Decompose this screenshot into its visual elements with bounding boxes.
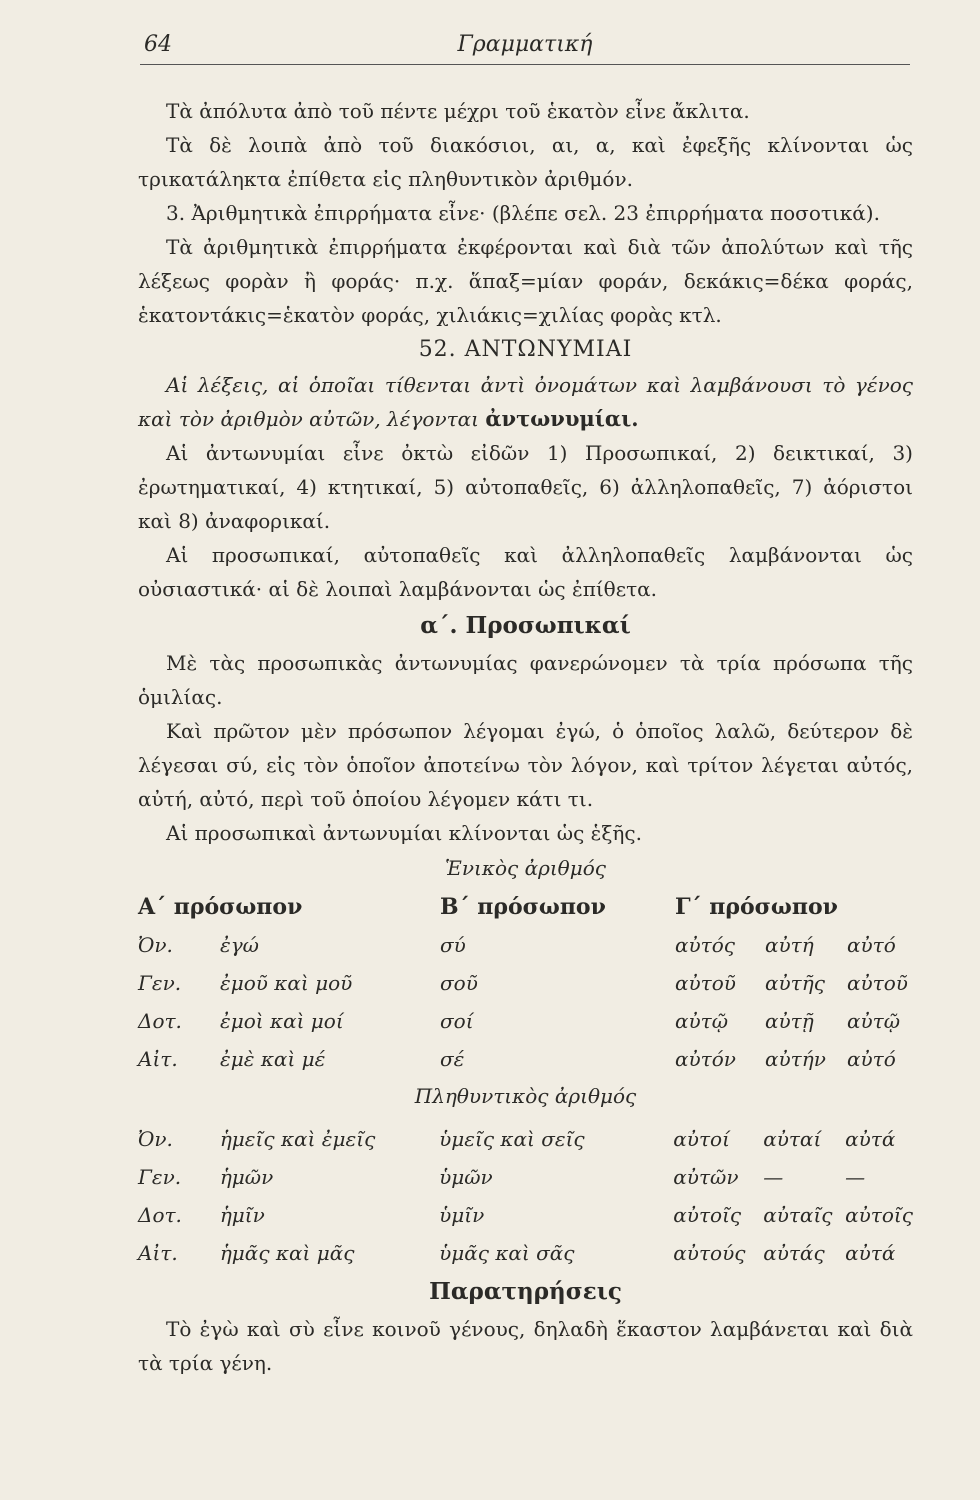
second-person-form: ὑμῶν: [439, 1165, 493, 1189]
table-row: [138, 1234, 913, 1272]
page-number: 64: [144, 32, 172, 57]
paragraph: Καὶ πρῶτον μὲν πρόσωπον λέγομαι ἐγώ, ὁ ὁποῖος λαλῶ, δεύτερον δὲ λέγεσαι σύ, εἰς τὸν ὁποῖον ἀποτείνω τὸν λόγον, καὶ τρίτον λέγεται αὐτός, αὐτή, αὐτό, περὶ τοῦ ὁποίου λέγομεν κάτι τι.: [138, 719, 913, 811]
page-header: [140, 28, 910, 65]
third-person-masc: αὐτῷ: [675, 1009, 729, 1033]
second-person-form: σύ: [440, 933, 466, 957]
case-label: Ὀν.: [138, 933, 173, 957]
paragraph: Αἱ ἀντωνυμίαι εἶνε ὀκτὼ εἰδῶν 1) Προσωπικαί, 2) δεικτικαί, 3) ἐρωτηματικαί, 4) κτητικαί, 5) αὐτοπαθεῖς, 6) ἀλληλοπαθεῖς, 7) ἀόριστοι καὶ 8) ἀναφορικαί.: [138, 441, 913, 533]
paragraph: Τὰ δὲ λοιπὰ ἀπὸ τοῦ διακόσιοι, αι, α, καὶ ἐφεξῆς κλίνονται ὡς τρικατάληκτα ἐπίθετα εἰς πληθυντικὸν ἀριθμόν.: [138, 133, 913, 191]
first-person-form: ἡμῶν: [219, 1165, 274, 1189]
third-person-fem: αὐτῇ: [765, 1009, 814, 1033]
third-person-fem: αὐτάς: [763, 1241, 825, 1265]
subsection-title: α΄. Προσωπικαί: [420, 612, 631, 639]
table-row: [138, 1120, 913, 1158]
section-title: 52. ΑΝΤΩΝΥΜΙΑΙ: [418, 337, 633, 362]
third-person-fem: αὐτῆς: [765, 971, 825, 995]
intro-text: Αἱ λέξεις, αἱ ὁποῖαι τίθενται ἀντὶ ὀνομάτων καὶ λαμβάνουσι τὸ γένος καὶ τὸν ἀριθμὸν αὐτῶν, λέγονται: [138, 373, 913, 431]
second-person-header: Β΄ πρόσωπον: [440, 894, 606, 920]
term-highlight: ἀντωνυμίαι.: [485, 406, 639, 431]
first-person-form: ἐμοὶ καὶ μοί: [220, 1009, 344, 1033]
third-person-fem: αὐταῖς: [763, 1203, 833, 1227]
case-label: Γεν.: [138, 971, 182, 995]
third-person-fem: αὐτή: [765, 933, 814, 957]
third-person-fem: αὐταί: [763, 1127, 822, 1151]
singular-caption: Ἑνικὸς ἀριθμός: [445, 856, 606, 880]
third-person-neut: αὐτοῦ: [847, 971, 908, 995]
table-row: [138, 926, 913, 964]
third-person-masc: αὐτοῖς: [673, 1203, 742, 1227]
third-person-fem: —: [763, 1165, 784, 1189]
third-person-neut: αὐτό: [847, 933, 896, 957]
third-person-neut: αὐτά: [845, 1241, 896, 1265]
third-person-neut: αὐτοῖς: [845, 1203, 913, 1227]
case-label: Ὀν.: [138, 1127, 173, 1151]
declension-table: [138, 892, 913, 1078]
table-row: [138, 1158, 913, 1196]
first-person-form: ἐμὲ καὶ μέ: [220, 1047, 326, 1071]
paragraph: 3. Ἀριθμητικὰ ἐπιρρήματα εἶνε· (βλέπε σελ. 23 ἐπιρρήματα ποσοτικά).: [166, 201, 880, 225]
remarks-title: Παρατηρήσεις: [429, 1278, 622, 1305]
paragraph: Τὰ ἀριθμητικὰ ἐπιρρήματα ἐκφέρονται καὶ διὰ τῶν ἀπολύτων καὶ τῆς λέξεως φορὰν ἢ φοράς· π.χ. ἅπαξ=μίαν φοράν, δεκάκις=δέκα φοράς, ἑκατοντάκις=ἑκατὸν φοράς, χιλιάκις=χιλίας φορὰς κτλ.: [138, 235, 913, 327]
case-label: Δοτ.: [138, 1203, 182, 1227]
declension-table-plural: [138, 1120, 913, 1272]
paragraph: [138, 368, 913, 436]
paragraph: Μὲ τὰς προσωπικὰς ἀντωνυμίας φανερώνομεν τὰ τρία πρόσωπα τῆς ὁμιλίας.: [138, 651, 913, 709]
second-person-form: σοῦ: [440, 971, 478, 995]
table-row: [138, 1040, 913, 1078]
third-person-masc: αὐτόν: [675, 1047, 736, 1071]
table-header-row: [138, 892, 913, 926]
third-person-header: Γ΄ πρόσωπον: [675, 894, 838, 920]
second-person-form: σέ: [440, 1047, 465, 1071]
first-person-form: ἐμοῦ καὶ μοῦ: [220, 971, 353, 995]
third-person-fem: αὐτήν: [765, 1047, 826, 1071]
third-person-masc: αὐτῶν: [673, 1165, 739, 1189]
paragraph: Τὸ ἐγὼ καὶ σὺ εἶνε κοινοῦ γένους, δηλαδὴ ἕκαστον λαμβάνεται καὶ διὰ τὰ τρία γένη.: [138, 1317, 913, 1375]
third-person-neut: αὐτό: [847, 1047, 896, 1071]
second-person-form: σοί: [440, 1009, 474, 1033]
second-person-form: ὑμῖν: [439, 1203, 485, 1227]
paragraph: Τὰ ἀπόλυτα ἀπὸ τοῦ πέντε μέχρι τοῦ ἑκατὸν εἶνε ἄκλιτα.: [166, 99, 750, 123]
third-person-masc: αὐτός: [675, 933, 735, 957]
second-person-form: ὑμεῖς καὶ σεῖς: [439, 1127, 585, 1151]
second-person-form: ὑμᾶς καὶ σᾶς: [439, 1241, 575, 1265]
table-row: [138, 1196, 913, 1234]
case-label: Δοτ.: [138, 1009, 182, 1033]
first-person-form: ἡμεῖς καὶ ἐμεῖς: [219, 1127, 376, 1151]
third-person-neut: αὐτά: [845, 1127, 896, 1151]
text-body: [138, 94, 913, 1380]
case-label: Αἰτ.: [138, 1047, 178, 1071]
running-head: Γραμματική: [457, 32, 593, 57]
table-row: [138, 964, 913, 1002]
first-person-form: ἡμῖν: [219, 1203, 265, 1227]
third-person-neut: αὐτῷ: [847, 1009, 901, 1033]
table-row: [138, 1002, 913, 1040]
paragraph: Αἱ προσωπικαί, αὐτοπαθεῖς καὶ ἀλληλοπαθεῖς λαμβάνονται ὡς οὐσιαστικά· αἱ δὲ λοιπαὶ λαμβάνονται ὡς ἐπίθετα.: [138, 543, 913, 601]
case-label: Γεν.: [138, 1165, 182, 1189]
first-person-form: ἡμᾶς καὶ μᾶς: [219, 1241, 355, 1265]
third-person-masc: αὐτούς: [673, 1241, 746, 1265]
case-label: Αἰτ.: [138, 1241, 178, 1265]
third-person-masc: αὐτοῦ: [675, 971, 736, 995]
plural-caption: Πληθυντικὸς ἀριθμός: [414, 1084, 637, 1108]
first-person-header: Α΄ πρόσωπον: [138, 894, 303, 920]
first-person-form: ἐγώ: [220, 933, 259, 957]
paragraph: Αἱ προσωπικαὶ ἀντωνυμίαι κλίνονται ὡς ἑξῆς.: [166, 821, 642, 845]
third-person-neut: —: [845, 1165, 866, 1189]
third-person-masc: αὐτοί: [673, 1127, 730, 1151]
